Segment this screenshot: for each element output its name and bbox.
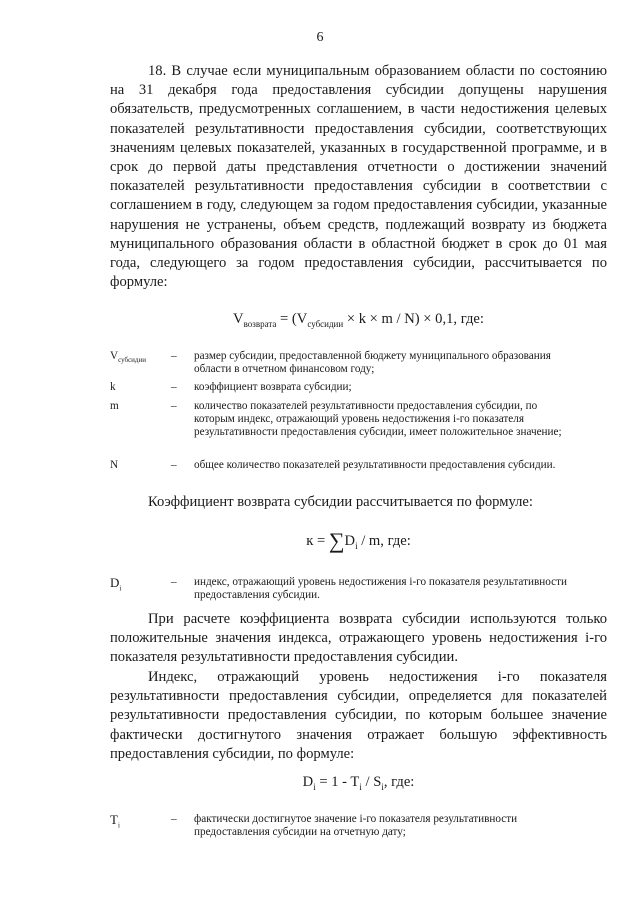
definition-symbol: k <box>110 381 116 393</box>
definition-symbol: $T_i$ <box>110 812 120 830</box>
formula2-lhs: к = <box>306 533 329 549</box>
page-number: 6 <box>316 30 324 45</box>
definition-text: коэффициент возврата субсидии; <box>194 381 352 393</box>
sigma-icon: ∑ <box>328 528 345 553</box>
definition-text: общее количество показателей результативности предоставления субсидии. <box>194 459 556 471</box>
formula3-slash: / S <box>361 774 382 790</box>
formula2-tail: / m, где: <box>357 533 411 549</box>
paragraph-18: 18. В случае если муниципальным образованием области по состоянию на 31 декабря года предоставления субсидии допущены нарушения обязательств, предусмотренных соглашением, в части недостижения целевых показателей результативности предоставления субсидии, соответствующих значениям целевых показателей, указанных в государственной программе, и в срок до первой даты представления отчетности о достижении значений показателей результативности предоставления субсидии в соответствии с соглашением в году, следующем за годом предоставления субсидии, указанные нарушения не устранены, объем средств, подлежащий возврату из бюджета муниципального образования области в областной бюджет в срок до 01 мая года, следующего за годом предоставления субсидии, рассчитывается по формуле: <box>110 63 607 291</box>
definition-symbol: $V_{субсидии}$ <box>110 350 146 365</box>
formula1-sub-return: возврата <box>243 318 277 329</box>
definition-symbol: N <box>110 459 119 471</box>
definition-dash: – <box>171 813 177 825</box>
definition-text: количество показателей результативности предоставления субсидии, по которым индекс, отражающий уровень недостижения i-го показателя результативности предоставления субсидии, имеет положительное значение; <box>194 400 562 438</box>
coefficient-intro: Коэффициент возврата субсидии рассчитывается по формуле: <box>148 494 533 510</box>
definition-dash: – <box>171 576 177 588</box>
formula2-d: D <box>344 533 356 549</box>
formula1-sub-subsidy: субсидии <box>307 318 344 329</box>
paragraph-index: Индекс, отражающий уровень недостижения i-го показателя результативности предоставления субсидии, определяется для показателей результативности предоставления субсидии, по которым большее значение фактически достигнутого значения отражает большую эффективность предоставления субсидии, по формуле: <box>110 669 607 762</box>
formula3-tail: , где: <box>383 774 415 790</box>
formula3-mid: = 1 - T <box>315 774 360 790</box>
formula1-tail: × k × m / N) × 0,1, где: <box>343 311 484 327</box>
formula2-sub: i <box>355 540 358 551</box>
definition-text: индекс, отражающий уровень недостижения i-го показателя результативности предоставления субсидии. <box>194 576 567 601</box>
definition-text: размер субсидии, предоставленной бюджету муниципального образования области в отчетном финансовом году; <box>194 350 551 375</box>
definition-dash: – <box>171 381 177 393</box>
paragraph-positive-values: При расчете коэффициента возврата субсидии используются только положительные значения индекса, отражающего уровень недостижения i-го показателя результативности предоставления субсидии. <box>110 611 607 666</box>
definition-text: фактически достигнутое значение i-го показателя результативности предоставления субсидии на отчетную дату; <box>194 813 518 838</box>
formula-coefficient <box>110 528 607 554</box>
formula3-d: D <box>302 774 314 790</box>
definition-dash: – <box>171 400 177 412</box>
formula1-open: = (V <box>276 311 308 327</box>
definition-symbol: $D_i$ <box>110 575 122 593</box>
definition-dash: – <box>171 350 177 362</box>
formula1-v: V <box>233 311 244 327</box>
definition-symbol: m <box>110 400 119 412</box>
definition-dash: – <box>171 459 177 471</box>
formula-index: $D_i = 1 - T_i / S_i$, где: <box>302 774 415 792</box>
formula-return-volume <box>110 311 607 329</box>
